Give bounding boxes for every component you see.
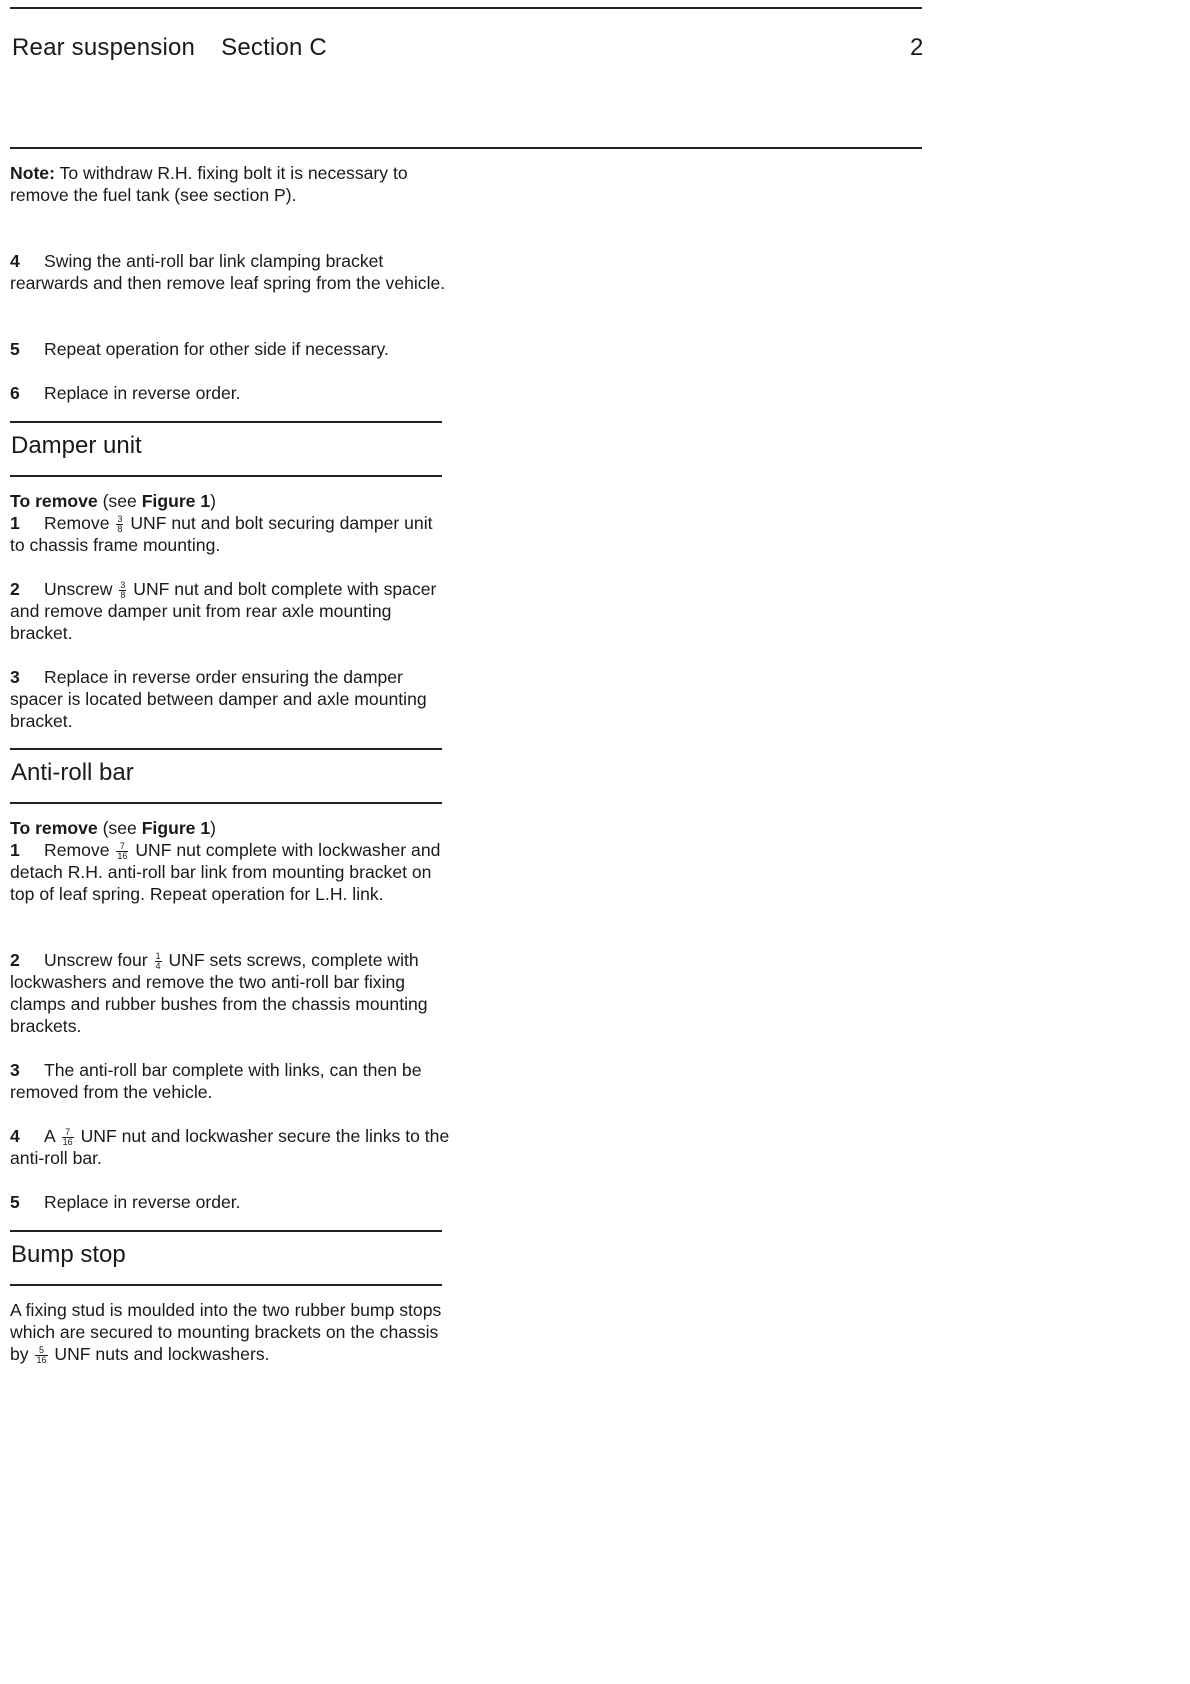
step-text-pre: Unscrew (44, 579, 113, 599)
bump-stop-top-rule (10, 1230, 442, 1232)
fraction-denominator: 8 (120, 590, 126, 600)
note-label: Note: (10, 163, 55, 183)
fraction (119, 581, 126, 600)
bump-stop-text (10, 1299, 450, 1365)
step-text: Replace in reverse order. (44, 1192, 241, 1212)
step-text: Swing the anti-roll bar link clamping bracket rearwards and then remove leaf spring from the vehicle. (10, 251, 446, 293)
damper-step-3 (10, 666, 450, 732)
fraction-denominator: 16 (62, 1137, 73, 1147)
note-block (10, 162, 450, 206)
figure-ref: Figure 1 (141, 818, 211, 838)
step-number: 6 (10, 383, 20, 403)
see-text: (see (102, 818, 137, 838)
chapter-title: Rear suspension (12, 34, 196, 61)
fraction-denominator: 8 (117, 524, 123, 534)
step-text-pre: Remove (44, 513, 110, 533)
fraction-numerator: 3 (117, 514, 123, 524)
step-text-post: UNF nut complete with lockwasher and detach R.H. anti-roll bar link from mounting bracket on top of leaf spring. Repeat operation for L.H. link. (10, 840, 441, 904)
step-text: Replace in reverse order. (44, 383, 241, 403)
see-text: (see (102, 491, 137, 511)
to-remove-label: To remove (10, 491, 98, 511)
fraction-denominator: 4 (155, 961, 161, 971)
step-text-post: UNF sets screws, complete with lockwashers and remove the two anti-roll bar fixing clamps and rubber bushes from the chassis mounting brackets. (10, 950, 428, 1036)
step-text-post: UNF nut and lockwasher secure the links to the anti-roll bar. (10, 1126, 450, 1168)
body-text-pre: A fixing stud is moulded into the two rubber bump stops which are secured to mounting brackets on the chassis by (10, 1300, 442, 1364)
step-text-post: UNF nut and bolt securing damper unit to chassis frame mounting. (10, 513, 433, 555)
step-number: 5 (10, 1192, 20, 1212)
fraction-numerator: 7 (116, 842, 128, 852)
body-text-post: UNF nuts and lockwashers. (54, 1344, 270, 1364)
step-text: Repeat operation for other side if necessary. (44, 339, 389, 359)
anti-roll-top-rule (10, 748, 442, 750)
anti-roll-step-4 (10, 1125, 450, 1169)
step-text-post: UNF nut and bolt complete with spacer and remove damper unit from rear axle mounting bracket. (10, 579, 437, 643)
step-text: The anti-roll bar complete with links, can then be removed from the vehicle. (10, 1060, 422, 1102)
top-rule (10, 7, 922, 9)
damper-unit-heading: Damper unit (11, 432, 142, 459)
fraction-numerator: 7 (62, 1128, 74, 1138)
step-text-pre: Unscrew four (44, 950, 148, 970)
step-number: 1 (10, 513, 20, 533)
fraction-denominator: 16 (36, 1355, 47, 1365)
fraction (116, 842, 128, 861)
anti-roll-step-3 (10, 1059, 450, 1103)
fraction (35, 1346, 47, 1365)
fraction (116, 515, 123, 534)
damper-top-rule (10, 421, 442, 423)
anti-roll-bottom-rule (10, 802, 442, 804)
to-remove-label: To remove (10, 818, 98, 838)
damper-bottom-rule (10, 475, 442, 477)
fraction (62, 1128, 74, 1147)
step-text: Replace in reverse order ensuring the damper spacer is located between damper and axle mounting bracket. (10, 667, 427, 731)
page-number: 2 (910, 34, 924, 61)
anti-roll-bar-heading: Anti-roll bar (11, 759, 134, 786)
step-number: 3 (10, 667, 20, 687)
damper-remove-block (10, 490, 450, 556)
step-text-pre: A (44, 1126, 55, 1146)
step-text-pre: Remove (44, 840, 110, 860)
figure-ref: Figure 1 (141, 491, 211, 511)
page-header (12, 34, 327, 62)
fraction-numerator: 5 (35, 1346, 47, 1356)
step-number: 1 (10, 840, 20, 860)
damper-step-2 (10, 578, 450, 644)
note-text: To withdraw R.H. fixing bolt it is necessary to remove the fuel tank (see section P). (10, 163, 408, 205)
leaf-spring-step-6 (10, 382, 450, 404)
fraction-numerator: 1 (155, 951, 161, 961)
paren-close: ) (210, 818, 216, 838)
step-number: 4 (10, 251, 20, 271)
anti-roll-remove-block (10, 817, 450, 905)
fraction-denominator: 16 (117, 851, 128, 861)
bump-stop-heading: Bump stop (11, 1241, 126, 1268)
leaf-spring-step-5 (10, 338, 450, 360)
step-number: 4 (10, 1126, 20, 1146)
fraction-numerator: 3 (120, 580, 126, 590)
leaf-spring-step-4 (10, 250, 450, 294)
header-rule (10, 147, 922, 149)
bump-stop-bottom-rule (10, 1284, 442, 1286)
step-number: 5 (10, 339, 20, 359)
section-label: Section C (221, 34, 327, 61)
paren-close: ) (210, 491, 216, 511)
step-number: 2 (10, 950, 20, 970)
anti-roll-step-5 (10, 1191, 450, 1213)
step-number: 2 (10, 579, 20, 599)
fraction (155, 952, 162, 971)
anti-roll-step-2 (10, 949, 450, 1037)
step-number: 3 (10, 1060, 20, 1080)
